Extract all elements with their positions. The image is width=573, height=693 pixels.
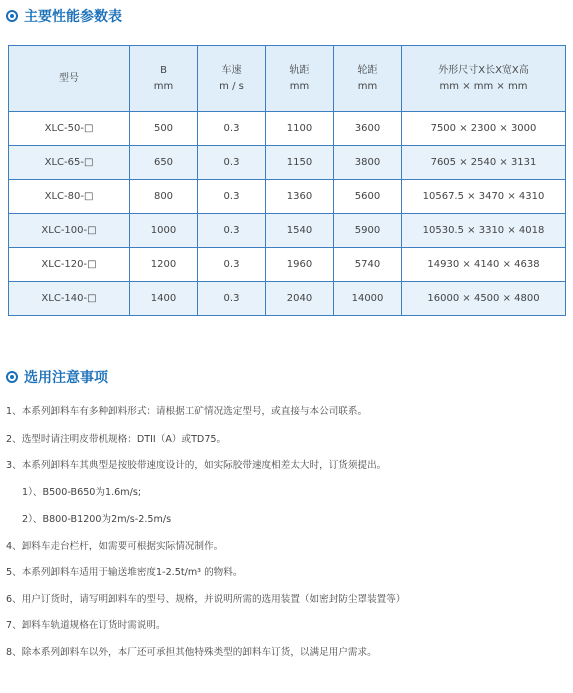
cell-dimensions: 7605 × 2540 × 3131 (402, 146, 566, 180)
cell-belt-width: 1200 (130, 248, 198, 282)
header-track-gauge: 轨距 mm (266, 46, 334, 112)
table-row (9, 248, 566, 282)
header-dimensions: 外形尺寸X长X宽X高 mm × mm × mm (402, 46, 566, 112)
table-row (9, 214, 566, 248)
cell-dimensions: 10567.5 × 3470 × 4310 (402, 180, 566, 214)
cell-track-gauge: 1540 (266, 214, 334, 248)
cell-model: XLC-140-□ (9, 282, 130, 316)
cell-model: XLC-100-□ (9, 214, 130, 248)
cell-speed: 0.3 (198, 214, 266, 248)
note-item: 5、本系列卸料车适用于输送堆密度1-2.5t/m³ 的物料。 (6, 567, 243, 578)
cell-belt-width: 1000 (130, 214, 198, 248)
section-title-notes (6, 366, 108, 388)
cell-speed: 0.3 (198, 282, 266, 316)
note-item: 7、卸料车轨道规格在订货时需说明。 (6, 620, 166, 631)
section-title-text: 主要性能参数表 (24, 9, 122, 25)
cell-belt-width: 650 (130, 146, 198, 180)
cell-track-gauge: 1960 (266, 248, 334, 282)
cell-model: XLC-65-□ (9, 146, 130, 180)
table-row (9, 282, 566, 316)
circle-bullet-icon (6, 10, 18, 22)
header-model: 型号 (9, 46, 130, 112)
circle-bullet-icon (6, 371, 18, 383)
cell-belt-width: 800 (130, 180, 198, 214)
note-subitem: 1）、B500-B650为1.6m/s; (22, 487, 142, 498)
cell-speed: 0.3 (198, 248, 266, 282)
cell-wheelbase: 3600 (334, 112, 402, 146)
cell-belt-width: 1400 (130, 282, 198, 316)
cell-dimensions: 14930 × 4140 × 4638 (402, 248, 566, 282)
cell-wheelbase: 5740 (334, 248, 402, 282)
cell-dimensions: 10530.5 × 3310 × 4018 (402, 214, 566, 248)
header-speed: 车速 m / s (198, 46, 266, 112)
cell-track-gauge: 1100 (266, 112, 334, 146)
note-item: 3、本系列卸料车其典型是按胶带速度设计的，如实际胶带速度相差太大时，订货须提出。 (6, 460, 387, 471)
note-item: 8、除本系列卸料车以外，本厂还可承担其他特殊类型的卸料车订货，以满足用户需求。 (6, 647, 377, 658)
cell-wheelbase: 14000 (334, 282, 402, 316)
cell-dimensions: 16000 × 4500 × 4800 (402, 282, 566, 316)
note-item: 1、本系列卸料车有多种卸料形式：请根据工矿情况选定型号，或直接与本公司联系。 (6, 406, 368, 417)
table-header-row (9, 46, 566, 112)
section-title-text: 选用注意事项 (24, 370, 108, 386)
params-table (8, 45, 566, 316)
cell-speed: 0.3 (198, 146, 266, 180)
cell-belt-width: 500 (130, 112, 198, 146)
table-row (9, 112, 566, 146)
table-row (9, 180, 566, 214)
cell-speed: 0.3 (198, 180, 266, 214)
note-item: 6、用户订货时，请写明卸料车的型号、规格，并说明所需的选用装置（如密封防尘罩装置等） (6, 594, 406, 605)
cell-model: XLC-120-□ (9, 248, 130, 282)
cell-model: XLC-50-□ (9, 112, 130, 146)
note-subitem: 2）、B800-B1200为2m/s-2.5m/s (22, 514, 172, 525)
cell-wheelbase: 5900 (334, 214, 402, 248)
note-item: 4、卸料车走台栏杆，如需要可根据实际情况制作。 (6, 541, 224, 552)
table-row (9, 146, 566, 180)
cell-track-gauge: 2040 (266, 282, 334, 316)
cell-track-gauge: 1150 (266, 146, 334, 180)
section-title-params (6, 5, 122, 27)
header-wheelbase: 轮距 mm (334, 46, 402, 112)
header-belt-width: B mm (130, 46, 198, 112)
cell-model: XLC-80-□ (9, 180, 130, 214)
cell-dimensions: 7500 × 2300 × 3000 (402, 112, 566, 146)
cell-track-gauge: 1360 (266, 180, 334, 214)
note-item: 2、选型时请注明皮带机规格：DTII（A）或TD75。 (6, 434, 227, 445)
cell-speed: 0.3 (198, 112, 266, 146)
cell-wheelbase: 3800 (334, 146, 402, 180)
cell-wheelbase: 5600 (334, 180, 402, 214)
